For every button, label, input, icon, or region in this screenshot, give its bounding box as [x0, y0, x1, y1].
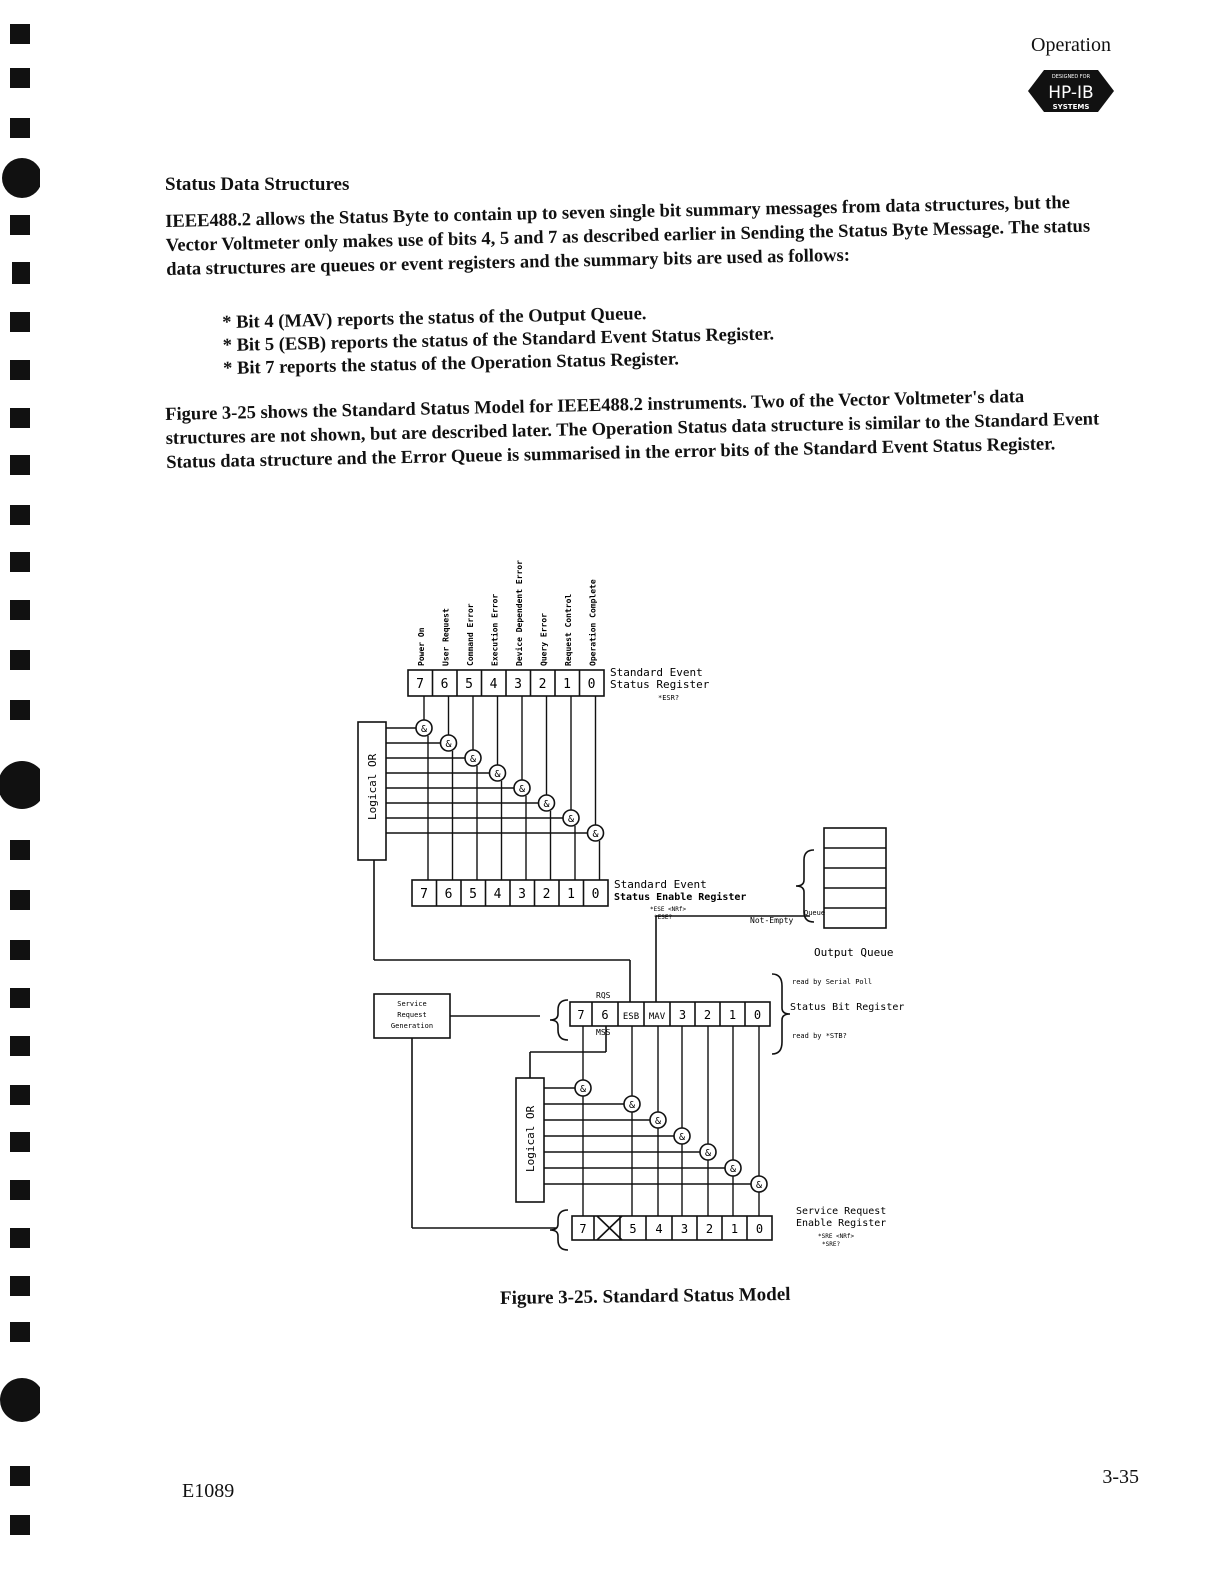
and-symbol: &: [678, 1132, 686, 1143]
logical-or-label-bottom: Logical OR: [524, 1105, 537, 1172]
sre-bit: 2: [705, 1222, 714, 1236]
sre-title-2: Enable Register: [796, 1218, 887, 1229]
sre-command-2: *SRE?: [822, 1241, 841, 1248]
logo-bottom-text: SYSTEMS: [1052, 103, 1090, 111]
srq-gen-1: Service: [397, 1000, 427, 1008]
sre-bit: 5: [629, 1222, 637, 1236]
stb-bit: 1: [728, 1008, 737, 1022]
stb-bit: 7: [577, 1008, 585, 1022]
ese-bit: 7: [420, 887, 428, 902]
esr-bit-label: Operation Complete: [588, 579, 598, 666]
and-symbol: &: [543, 799, 550, 810]
sre-bit: 4: [655, 1222, 663, 1236]
output-queue-box: [824, 828, 886, 928]
esr-bit-label: Device Dependent Error: [515, 560, 524, 666]
esr-bit: 3: [514, 677, 522, 692]
logo-top-text: DESIGNED FOR: [1051, 74, 1091, 80]
and-symbol: &: [420, 724, 428, 735]
sre-bit: 3: [680, 1222, 689, 1236]
status-byte-register-label: Status Bit Register: [790, 1002, 905, 1013]
and-symbol: &: [494, 769, 501, 780]
esr-bit: 1: [563, 677, 571, 692]
esr-bit-label: Command Error: [466, 603, 475, 666]
srq-gen-3: Generation: [390, 1022, 434, 1030]
logo-main-text: HP-IB: [1048, 83, 1094, 103]
page-number: 3-35: [1102, 1466, 1139, 1488]
sre-bit: 0: [755, 1222, 764, 1236]
ese-bit: 0: [591, 887, 600, 902]
and-symbol: &: [654, 1116, 662, 1127]
esr-bit: 4: [489, 677, 498, 692]
and-symbol: &: [704, 1148, 712, 1159]
sre-command-1: *SRE <NRf>: [818, 1233, 855, 1240]
stb-bit: 2: [703, 1008, 712, 1022]
logical-or-label-top: Logical OR: [366, 753, 379, 820]
section-heading: Status Data Structures: [165, 174, 350, 195]
binder-edge: [0, 0, 40, 1584]
esr-bit-label: Power On: [417, 627, 426, 666]
output-queue-label: Output Queue: [814, 946, 894, 959]
and-symbol: &: [445, 739, 452, 750]
read-serial-poll: read by Serial Poll: [792, 978, 873, 986]
esr-command: *ESR?: [658, 694, 680, 702]
bullet-item: * Bit 4 (MAV) reports the status of the Output Queue.: [222, 304, 647, 333]
hp-ib-logo: [1028, 68, 1114, 114]
ese-bit: 1: [567, 887, 575, 902]
esr-bit: 2: [538, 677, 547, 692]
paragraph-2: Figure 3-25 shows the Standard Status Model for IEEE488.2 instruments. Two of the Vector Voltmeter's data structures are not shown, but are described later. The Operation Status data structure is similar to the Standard Event Status data structure and the Error Queue is summarised in the error bits of the Standard Event Status Register.: [165, 387, 1100, 473]
sre-bit: 7: [579, 1222, 587, 1236]
ese-bit: 2: [542, 887, 551, 902]
stb-bit: MAV: [648, 1012, 666, 1022]
stb-bit: 0: [753, 1008, 762, 1022]
esr-bit-label: Execution Error: [490, 593, 500, 666]
and-symbol: &: [592, 829, 599, 840]
and-symbol: &: [469, 754, 477, 765]
status-model-diagram: [340, 520, 960, 1280]
sre-title-1: Service Request: [796, 1206, 887, 1217]
and-symbol: &: [518, 784, 526, 795]
stb-bit: ESB: [622, 1012, 640, 1022]
bullet-item: * Bit 7 reports the status of the Operation Status Register.: [222, 349, 680, 379]
sre-bit: 1: [730, 1222, 739, 1236]
ese-bit: 3: [518, 887, 526, 902]
read-stb: read by *STB?: [792, 1032, 847, 1040]
esr-bit: 7: [416, 677, 424, 692]
esr-bit: 5: [465, 677, 473, 692]
mss-label: MSS: [596, 1028, 611, 1037]
and-symbol: &: [579, 1084, 587, 1095]
esr-title-1: Standard Event: [610, 666, 703, 679]
document-id: E1089: [182, 1480, 235, 1502]
ese-title-1: Standard Event: [614, 878, 707, 891]
stb-bit: 3: [678, 1008, 687, 1022]
ese-command-1: *ESE <NRf>: [650, 906, 687, 913]
ese-bit: 5: [469, 887, 477, 902]
esr-bit-label: User Request: [441, 608, 451, 666]
bullet-list: [222, 300, 775, 381]
esr-title-2: Status Register: [610, 678, 710, 691]
stb-bit: 6: [601, 1008, 609, 1022]
ese-bit: 6: [444, 887, 453, 902]
ese-bit: 4: [493, 887, 502, 902]
and-symbol: &: [755, 1180, 763, 1191]
esr-bit-label: Query Error: [539, 613, 549, 666]
esr-bit: 6: [440, 677, 449, 692]
esr-bit: 0: [587, 677, 596, 692]
queue-not-empty-2: Not-Empty: [750, 916, 794, 925]
ese-title-2: Status Enable Register: [614, 892, 747, 903]
bullet-item: * Bit 5 (ESB) reports the status of the Standard Event Status Register.: [222, 324, 775, 356]
rqs-label: RQS: [596, 991, 611, 1000]
srq-gen-2: Request: [397, 1011, 427, 1019]
and-symbol: &: [628, 1100, 636, 1111]
figure-caption: Figure 3-25. Standard Status Model: [499, 1283, 791, 1310]
queue-not-empty-1: Queue: [804, 909, 826, 917]
paragraph-1: IEEE488.2 allows the Status Byte to contain up to seven single bit summary messages from data structures, but the Vector Voltmeter only makes use of bits 4, 5 and 7 as described earlier in Sending the Status Byte Message. The status data structures are queues or event registers and the summary bits are used as follows:: [165, 193, 1091, 280]
ese-command-2: *ESE?: [654, 914, 673, 921]
esr-bit-label: Request Control: [564, 593, 573, 666]
section-title: Operation: [1031, 34, 1111, 56]
and-symbol: &: [729, 1164, 737, 1175]
and-symbol: &: [567, 814, 575, 825]
